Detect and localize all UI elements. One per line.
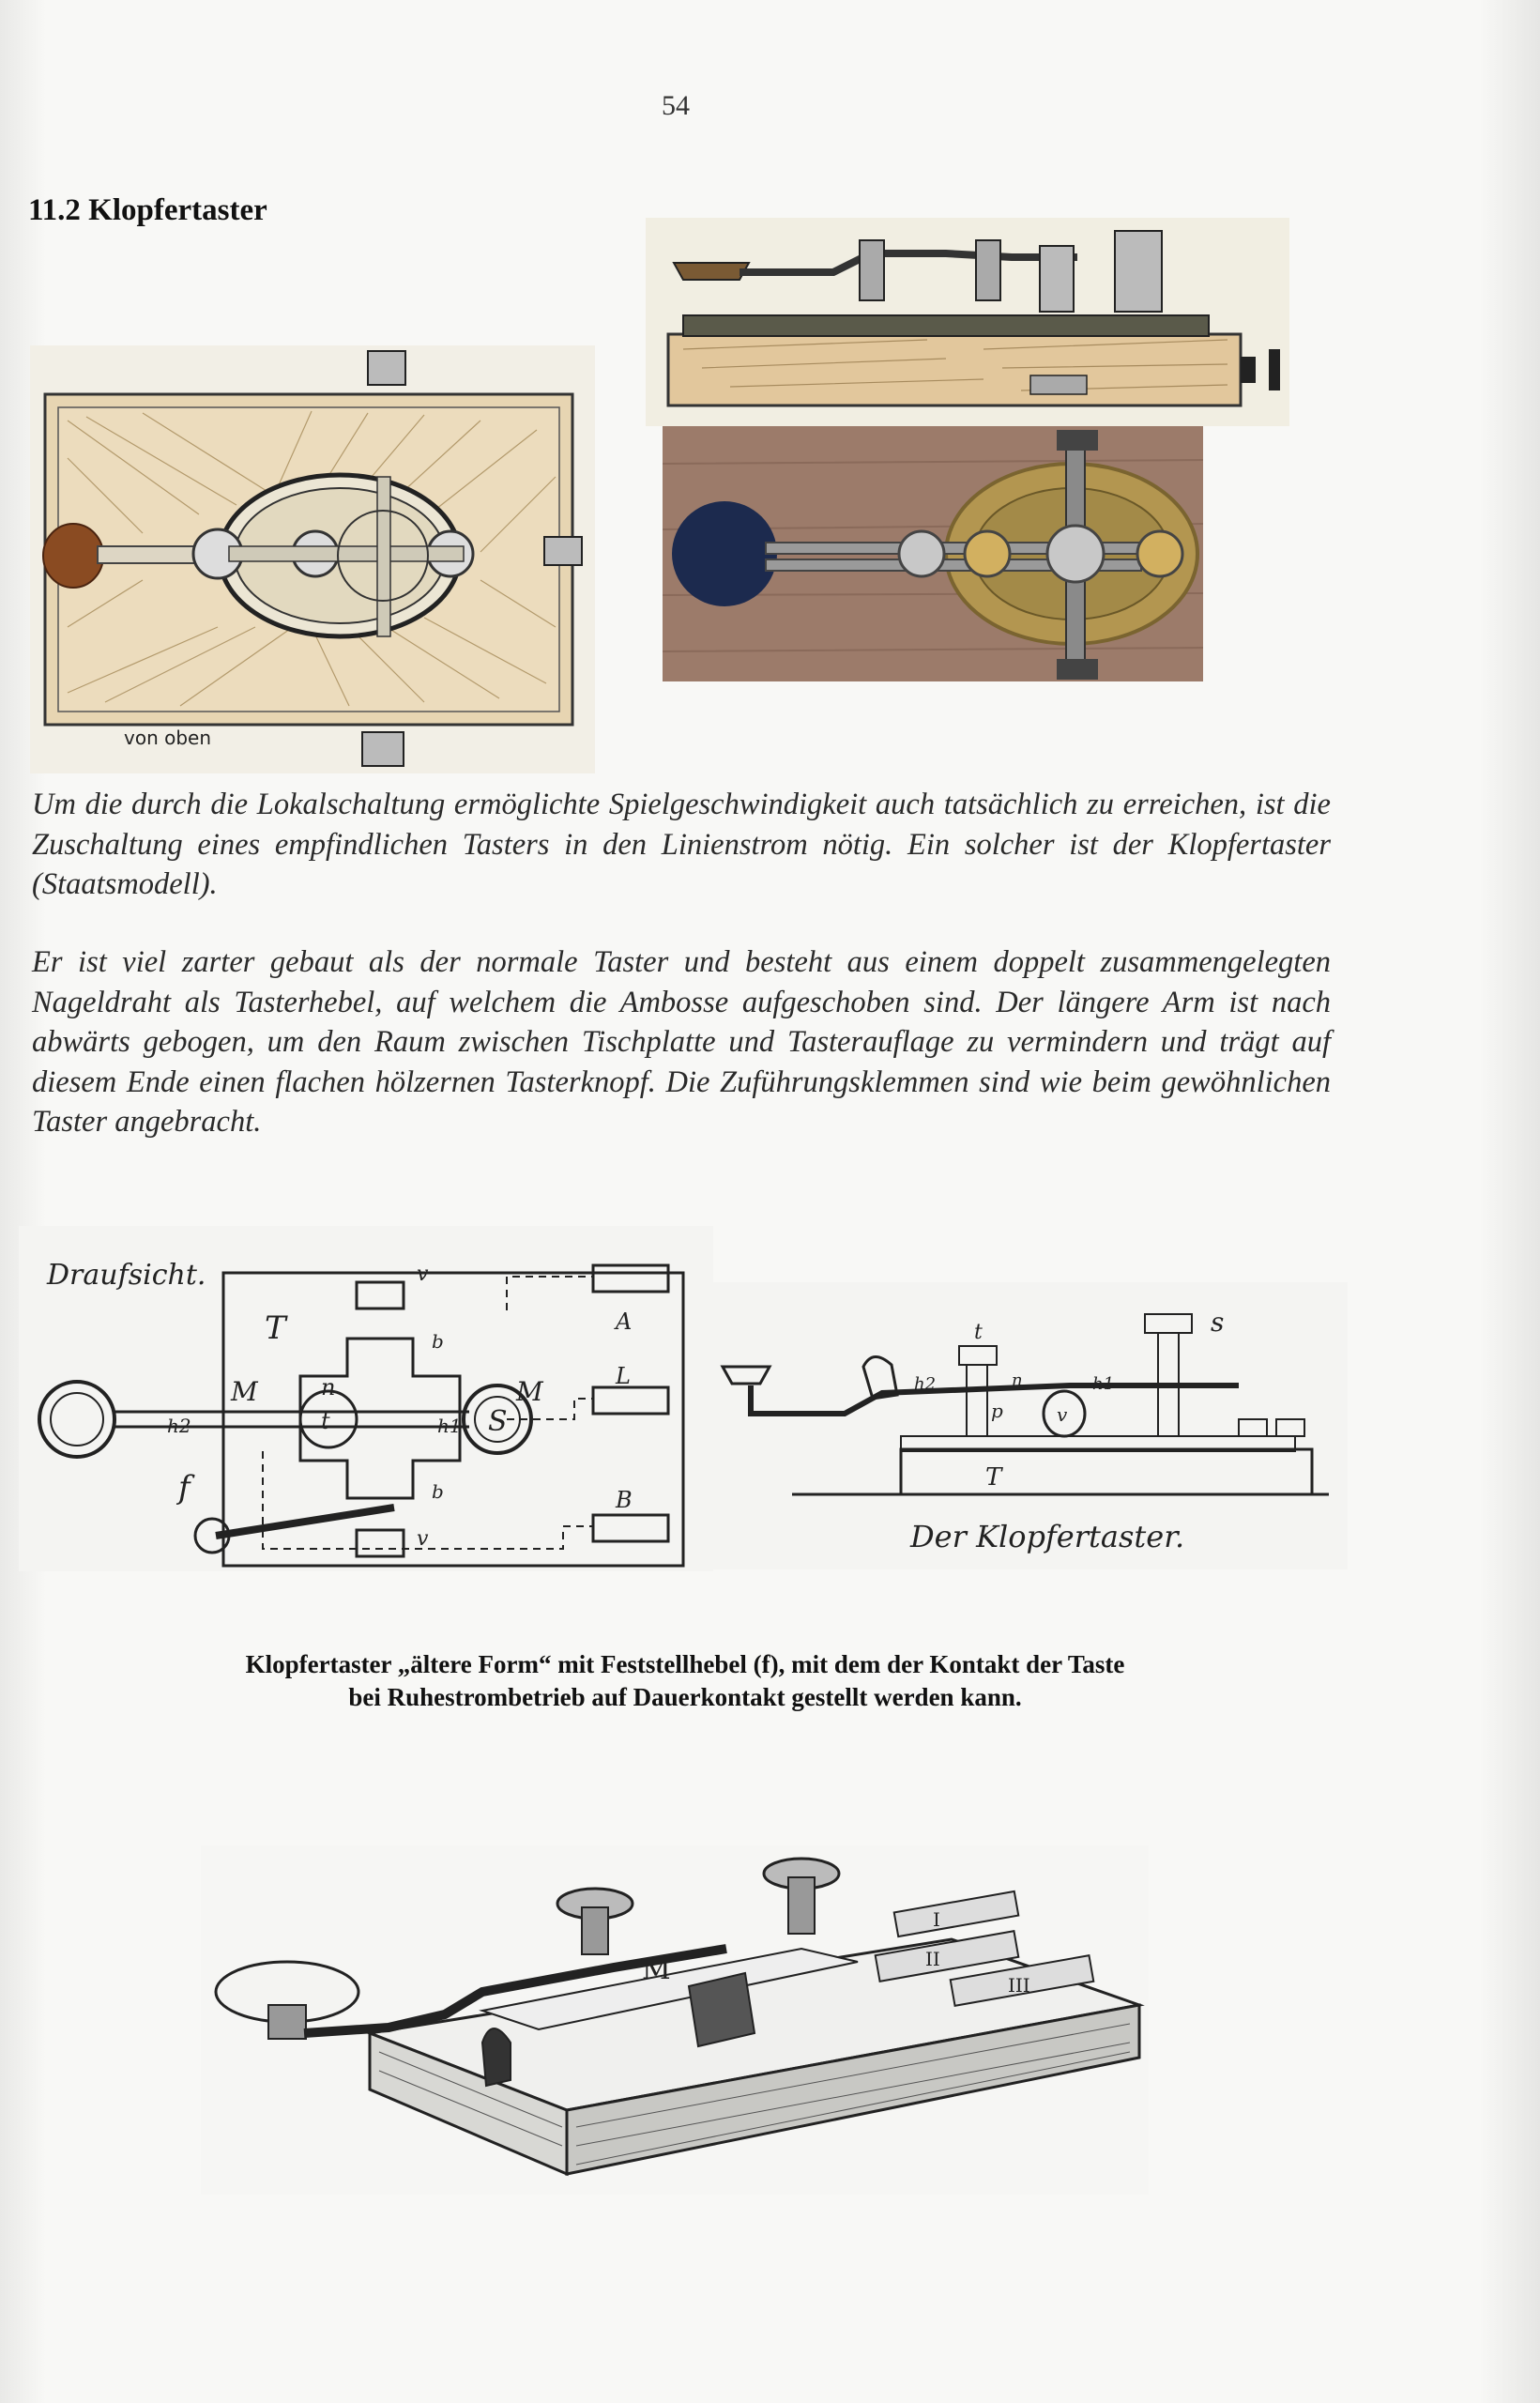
- caption-line-2: bei Ruhestrombetrieb auf Dauerkontakt gestellt werden kann.: [348, 1683, 1022, 1711]
- engraving-letter-M: M: [642, 1953, 671, 1986]
- letter-B: B: [616, 1487, 633, 1513]
- side-letter-n: n: [1012, 1370, 1023, 1390]
- engraving-letter-III: III: [1008, 1974, 1030, 1997]
- letter-T: T: [265, 1309, 286, 1347]
- side-letter-T: T: [985, 1463, 1002, 1492]
- side-letter-h1: h1: [1092, 1374, 1115, 1394]
- letter-h2: h2: [167, 1415, 191, 1437]
- paragraph-2-text: Er ist viel zarter gebaut als der normale Taster und besteht aus einem doppelt zusammengelegten Nageldraht als Tasterhebel, auf welchem die Ambosse aufgeschoben sind. Der längere Arm ist nach abwärts gebogen, um den Raum zwischen Tischplatte und Tasterauflage zu vermindern und trägt auf diesem Ende einen flachen hölzernen Tasterknopf. Die Zuführungsklemmen sind wie beim gewöhnlichen Taster angebracht.: [32, 945, 1331, 1139]
- diagram-top-view-figure: [19, 1226, 713, 1571]
- side-letter-p: p: [991, 1400, 1003, 1422]
- letter-t: t: [321, 1408, 330, 1434]
- label-von-oben: von oben: [124, 727, 212, 749]
- engraving-letter-II: II: [925, 1948, 940, 1970]
- letter-A: A: [616, 1309, 633, 1335]
- side-letter-v: v: [1057, 1403, 1068, 1426]
- drawing-top-view-figure: [30, 345, 595, 773]
- label-draufsicht: Draufsicht.: [47, 1259, 206, 1292]
- side-letter-h2: h2: [914, 1374, 937, 1394]
- section-heading: 11.2 Klopfertaster: [28, 193, 267, 227]
- letter-h1: h1: [437, 1415, 462, 1437]
- paragraph-1-text: Um die durch die Lokalschaltung ermöglichte Spielgeschwindigkeit auch tatsächlich zu erreichen, ist die Zuschaltung eines empfindlichen Tasters in den Linienstrom nötig. Ein solcher ist der Klopfertaster (Staatsmodell).: [32, 788, 1331, 901]
- paragraph-2: [32, 942, 1331, 1142]
- photo-top-view-figure: [663, 426, 1203, 681]
- letter-v-top: v: [417, 1263, 429, 1286]
- letter-S: S: [488, 1405, 508, 1438]
- caption-line-1: Klopfertaster „ältere Form“ mit Feststellhebel (f), mit dem der Kontakt der Taste: [245, 1650, 1125, 1678]
- engraving-key-figure: [201, 1845, 1149, 2195]
- figure-caption: [178, 1648, 1192, 1714]
- letter-v-bottom: v: [417, 1527, 429, 1551]
- side-letter-s: s: [1211, 1307, 1225, 1338]
- letter-n: n: [321, 1374, 336, 1400]
- diagram-side-view-figure: [713, 1282, 1348, 1569]
- letter-b-bottom: b: [432, 1480, 444, 1503]
- label-der-klopfertaster: Der Klopfertaster.: [910, 1519, 1185, 1554]
- letter-L: L: [616, 1363, 631, 1389]
- letter-f: f: [178, 1469, 191, 1507]
- paragraph-1: [32, 785, 1331, 905]
- drawing-side-view-figure: [646, 218, 1289, 426]
- engraving-letter-I: I: [933, 1908, 940, 1931]
- letter-b-top: b: [432, 1330, 444, 1353]
- side-letter-t: t: [974, 1321, 983, 1344]
- letter-M-left: M: [231, 1376, 258, 1407]
- letter-M-right: M: [516, 1376, 543, 1407]
- page-number: 54: [662, 90, 690, 121]
